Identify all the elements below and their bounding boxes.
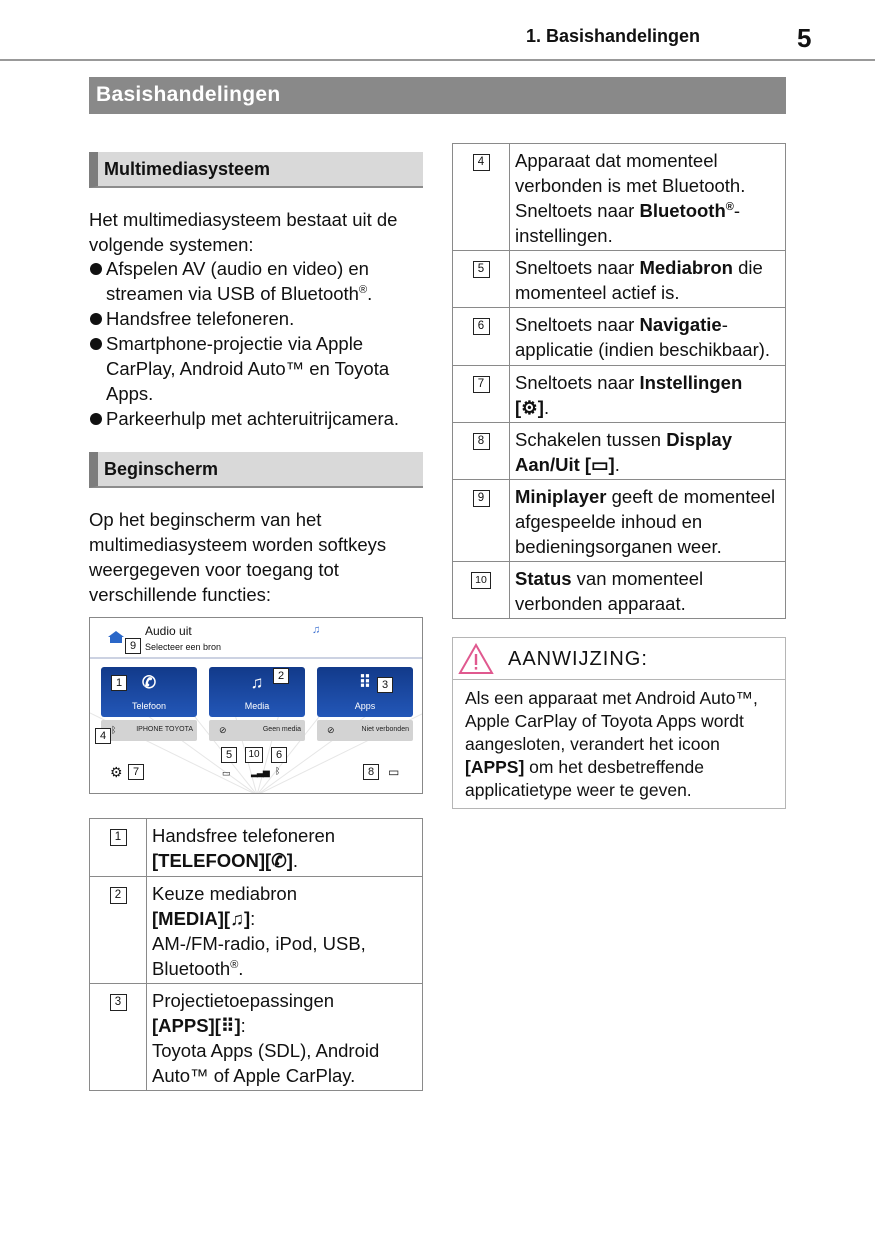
home-screen-illustration xyxy=(89,617,423,794)
music-icon: ♫ xyxy=(230,908,244,929)
callout-4: 4 xyxy=(95,728,111,744)
page-header xyxy=(0,0,875,62)
no-media-icon: ⊘ xyxy=(219,725,227,735)
table-row: 6 Sneltoets naar Navigatie-applicatie (indien beschikbaar). xyxy=(453,308,786,366)
header-rule xyxy=(0,59,875,61)
softkey-table-left xyxy=(89,818,423,1091)
list-item: Parkeerhulp met achteruitrijcamera. xyxy=(89,406,429,431)
note-box xyxy=(452,637,786,809)
callout-7: 7 xyxy=(128,764,144,780)
note-title: AANWIJZING: xyxy=(508,648,648,670)
note-header xyxy=(453,638,785,680)
media-tile: ♫ Media xyxy=(209,667,305,717)
section1-intro: Het multimediasysteem bestaat uit de volgende systemen: xyxy=(89,209,398,255)
apps-grid-icon: ⠿ xyxy=(220,1015,235,1036)
status-bluetooth-icon: ᛒ xyxy=(275,766,281,776)
navigation-subtile: ⊘ Niet verbonden xyxy=(317,720,413,741)
display-off-icon: ▭ xyxy=(388,765,400,779)
softkey-table-right xyxy=(452,143,786,619)
display-off-icon: ▭ xyxy=(591,454,609,475)
phone-icon: ✆ xyxy=(141,673,157,692)
section-heading-multimedia: Multimediasysteem xyxy=(89,152,423,188)
bluetooth-device-subtile: ᛒ IPHONE TOYOTA xyxy=(101,720,197,741)
page-number: 5 xyxy=(797,23,812,53)
miniplayer-title: Audio uit xyxy=(145,624,192,638)
list-item: Handsfree telefoneren. xyxy=(89,306,429,331)
warning-icon xyxy=(458,643,494,675)
music-icon: ♫ xyxy=(250,673,264,692)
apps-tile: ⠿ Apps xyxy=(317,667,413,717)
table-row: 7 Sneltoets naar Instellingen [⚙]. xyxy=(453,366,786,423)
callout-6: 6 xyxy=(271,747,287,763)
list-item: Afspelen AV (audio en video) en streamen via USB of Bluetooth®. xyxy=(89,256,429,306)
callout-5: 5 xyxy=(221,747,237,763)
media-source-subtile: ⊘ Geen media xyxy=(209,720,305,741)
table-row: 2 Keuze mediabron [MEDIA][♫]: AM-/FM-radio, iPod, USB, Bluetooth®. xyxy=(90,877,423,984)
battery-icon: ▭ xyxy=(222,768,231,778)
callout-1: 1 xyxy=(111,675,127,691)
section2-intro: Op het beginscherm van het multimediasysteem worden softkeys weergegeven voor toegang tot verschillende functies: xyxy=(89,509,387,605)
table-row: 1 Handsfree telefoneren [TELEFOON][✆]. xyxy=(90,819,423,877)
bluetooth-icon: ᛒ xyxy=(111,725,117,735)
gear-icon: ⚙ xyxy=(521,397,538,418)
list-item: Smartphone-projectie via Apple CarPlay, Android Auto™ en Toyota Apps. xyxy=(89,331,429,406)
note-text: Als een apparaat met Android Auto™, Apple CarPlay of Toyota Apps wordt aangesloten, verandert het icoon [APPS] om het desbetreffende applicatietype weer te geven. xyxy=(465,688,758,800)
settings-gear-icon: ⚙ xyxy=(110,764,123,780)
feature-list xyxy=(89,256,429,431)
callout-3: 3 xyxy=(377,677,393,693)
table-row: 9 Miniplayer geeft de momenteel afgespeelde inhoud en bedieningsorganen weer. xyxy=(453,480,786,562)
main-title: Basishandelingen xyxy=(89,77,786,114)
table-row: 10 Status van momenteel verbonden apparaat. xyxy=(453,562,786,619)
apps-grid-icon: ⠿ xyxy=(358,673,372,692)
telefoon-tile: ✆ Telefoon xyxy=(101,667,197,717)
table-row: 8 Schakelen tussen Display Aan/Uit [▭]. xyxy=(453,423,786,480)
home-icon xyxy=(107,630,125,644)
phone-icon: ✆ xyxy=(271,850,287,871)
callout-2: 2 xyxy=(273,668,289,684)
callout-8: 8 xyxy=(363,764,379,780)
section-heading-beginscherm: Beginscherm xyxy=(89,452,423,488)
table-row: 5 Sneltoets naar Mediabron die momenteel actief is. xyxy=(453,251,786,308)
callout-10: 10 xyxy=(245,747,263,763)
table-row: 3 Projectietoepassingen [APPS][⠿]: Toyota Apps (SDL), Android Auto™ of Apple CarPlay. xyxy=(90,984,423,1091)
chapter-title: 1. Basishandelingen xyxy=(526,26,701,46)
not-connected-icon: ⊘ xyxy=(327,725,335,735)
miniplayer-subtitle: Selecteer een bron xyxy=(145,642,222,652)
table-row: 4 Apparaat dat momenteel verbonden is met Bluetooth. Sneltoets naar Bluetooth®-instellingen. xyxy=(453,144,786,251)
signal-icon: ▂▃▅ xyxy=(251,767,269,777)
media-note-icon: ♫ xyxy=(312,624,321,636)
callout-9: 9 xyxy=(125,638,141,654)
